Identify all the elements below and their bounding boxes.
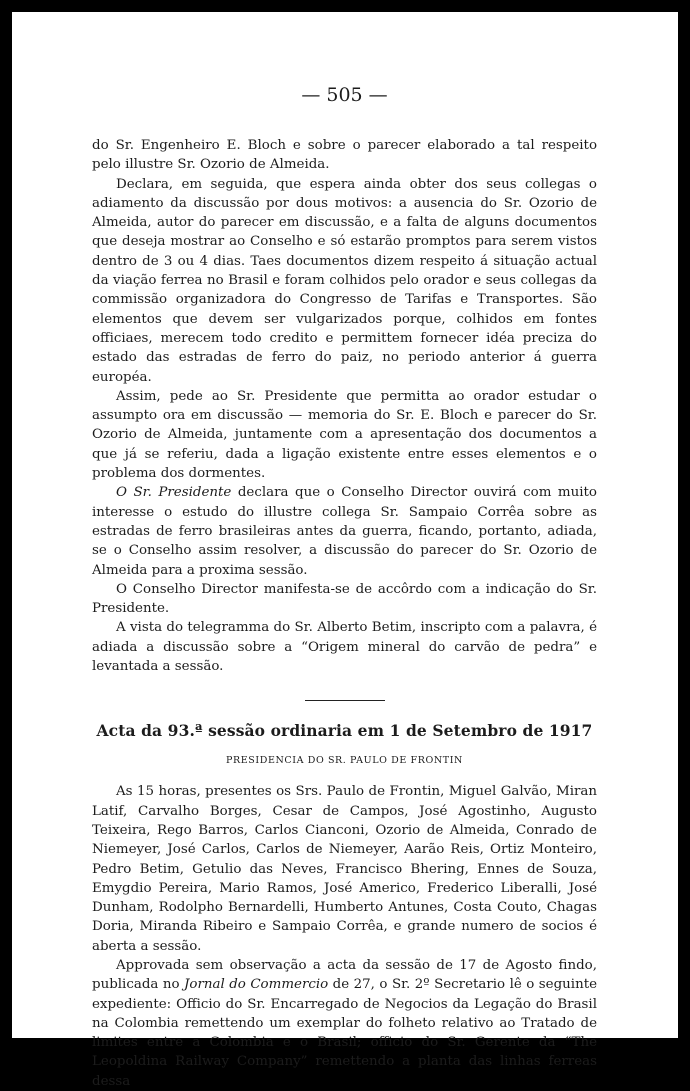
section-divider: [305, 700, 385, 701]
speaker-name: O Sr. Presidente: [116, 485, 232, 501]
paragraph: [92, 956, 597, 1091]
page-content: [92, 84, 597, 1091]
acta-title: Acta da 93.ª sessão ordinaria em 1 de Setembro de 1917: [96, 721, 593, 741]
presidency-subtitle: PRESIDENCIA DO SR. PAULO DE FRONTIN: [226, 755, 463, 767]
document-page: [12, 12, 678, 1089]
paragraph: [92, 483, 597, 579]
paragraph: Assim, pede ao Sr. Presidente que permitta ao orador estudar o assumpto ora em discussão — memoria do Sr. E. Bloch e parecer do Sr. Ozorio de Almeida, juntamente com a apresentação dos documentos a que já se referiu, dada a ligação existente entre esses elementos e o problema dos dormentes.: [92, 388, 597, 482]
newspaper-title: Jornal do Commercio: [184, 977, 329, 993]
paragraph-text: de 27, o Sr. 2º Secretario lê o seguinte expediente: Officio do Sr. Encarregado de Negocios da Legação do Brasil na Colombia remettendo um exemplar do folheto relativo ao Tratado de limites entre a Colombia e o Brasil; officio do Sr. Gerente da “The Leopoldina Railway Company” remettendo a planta das linhas ferreas dessa: [92, 977, 597, 1089]
paragraph: O Conselho Director manifesta-se de accôrdo com a indicação do Sr. Presidente.: [92, 581, 597, 617]
paragraph-text: declara que o Conselho Director ouvirá com muito interesse o estudo do illustre collega Sr. Sampaio Corrêa sobre as estradas de ferro brasileiras antes da guerra, ficando, portanto, adiada, se o Conselho assim resolver, a discussão do parecer do Sr. Ozorio de Almeida para a proxima sessão.: [92, 485, 597, 578]
paragraph: Declara, em seguida, que espera ainda obter dos seus collegas o adiamento da discussão por dous motivos: a ausencia do Sr. Ozorio de Almeida, autor do parecer em discussão, e a falta de alguns documentos que deseja mostrar ao Conselho e só estarão promptos para serem vistos dentro de 3 ou 4 dias. Taes documentos dizem respeito á situação actual da viação ferrea no Brasil e foram colhidos pelo orador e seus collegas da commissão organizadora do Congresso de Tarifas e Transportes. São elementos que devem ser vulgarizados porque, colhidos em fontes officiaes, merecem todo credito e permittem fornecer idéa preciza do estado das estradas de ferro do paiz, no periodo anterior á guerra européa.: [92, 176, 597, 385]
paragraph: As 15 horas, presentes os Srs. Paulo de Frontin, Miguel Galvão, Miran Latif, Carvalho Borges, Cesar de Campos, José Agostinho, Augusto Teixeira, Rego Barros, Carlos Cianconi, Ozorio de Almeida, Conrado de Niemeyer, José Carlos, Carlos de Niemeyer, Aarão Reis, Ortiz Monteiro, Pedro Betim, Getulio das Neves, Francisco Bhering, Ennes de Souza, Emygdio Pereira, Mario Ramos, José Americo, Frederico Liberalli, José Dunham, Rodolpho Bernardelli, Humberto Antunes, Costa Couto, Chagas Doria, Miranda Ribeiro e Sampaio Corrêa, e grande numero de socios é aberta a sessão.: [92, 784, 597, 954]
paragraph: do Sr. Engenheiro E. Bloch e sobre o parecer elaborado a tal respeito pelo illustre Sr. Ozorio de Almeida.: [92, 138, 597, 173]
page-number: — 505 —: [301, 84, 388, 106]
paragraph: A vista do telegramma do Sr. Alberto Betim, inscripto com a palavra, é adiada a discussão sobre a “Origem mineral do carvão de pedra” e levantada a sessão.: [92, 620, 597, 675]
paragraph-text: Approvada sem observação a acta da sessão de 17 de Agosto findo, publicada no: [92, 957, 597, 993]
